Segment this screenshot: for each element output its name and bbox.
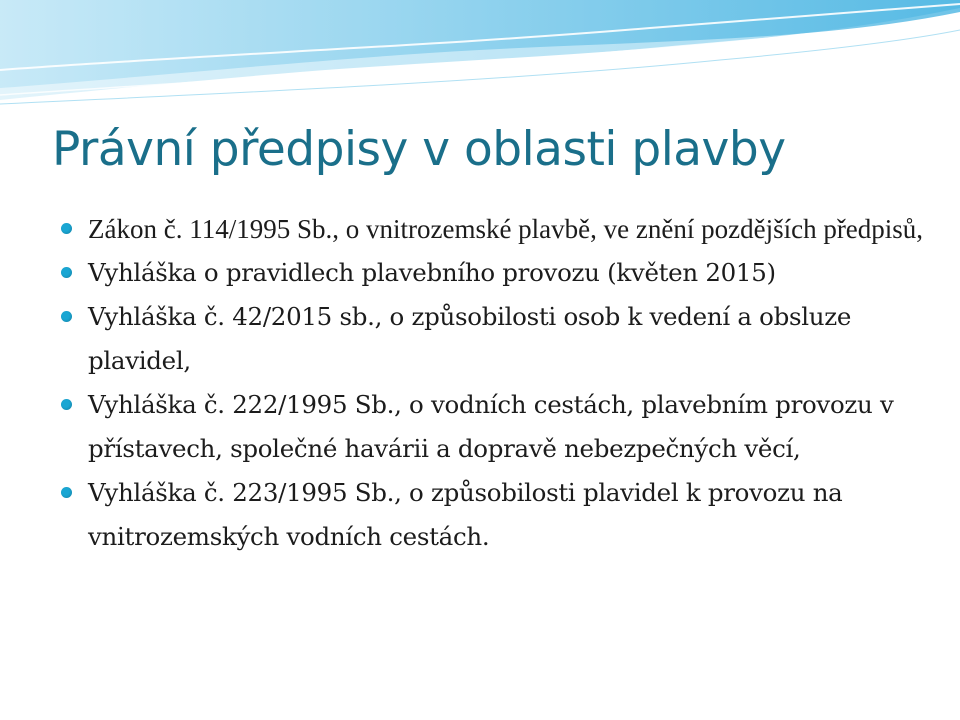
list-item	[88, 207, 928, 251]
bullet-text: Vyhláška č. 222/1995 Sb., o vodních cestách, plavebním provozu v přístavech, společné havárii a dopravě nebezpečných věcí,	[88, 390, 894, 463]
list-item	[88, 383, 928, 471]
list-item	[88, 471, 928, 559]
circle-bullet-icon	[61, 311, 72, 322]
circle-bullet-icon	[61, 487, 72, 498]
list-item	[88, 251, 928, 295]
bullet-list	[88, 207, 928, 559]
list-item	[88, 295, 928, 383]
bullet-text: Vyhláška č. 223/1995 Sb., o způsobilosti plavidel k provozu na vnitrozemských vodních cestách.	[88, 478, 843, 551]
bullet-text: Vyhláška č. 42/2015 sb., o způsobilosti osob k vedení a obsluze plavidel,	[88, 302, 852, 375]
circle-bullet-icon	[61, 267, 72, 278]
bullet-text: Zákon č. 114/1995 Sb., o vnitrozemské plavbě, ve znění pozdějších předpisů,	[88, 214, 924, 244]
circle-bullet-icon	[61, 399, 72, 410]
circle-bullet-icon	[61, 223, 72, 234]
wave-header-decoration	[0, 0, 960, 120]
bullet-text: Vyhláška o pravidlech plavebního provozu (květen 2015)	[88, 258, 776, 287]
slide-title: Právní předpisy v oblasti plavby	[52, 122, 786, 177]
